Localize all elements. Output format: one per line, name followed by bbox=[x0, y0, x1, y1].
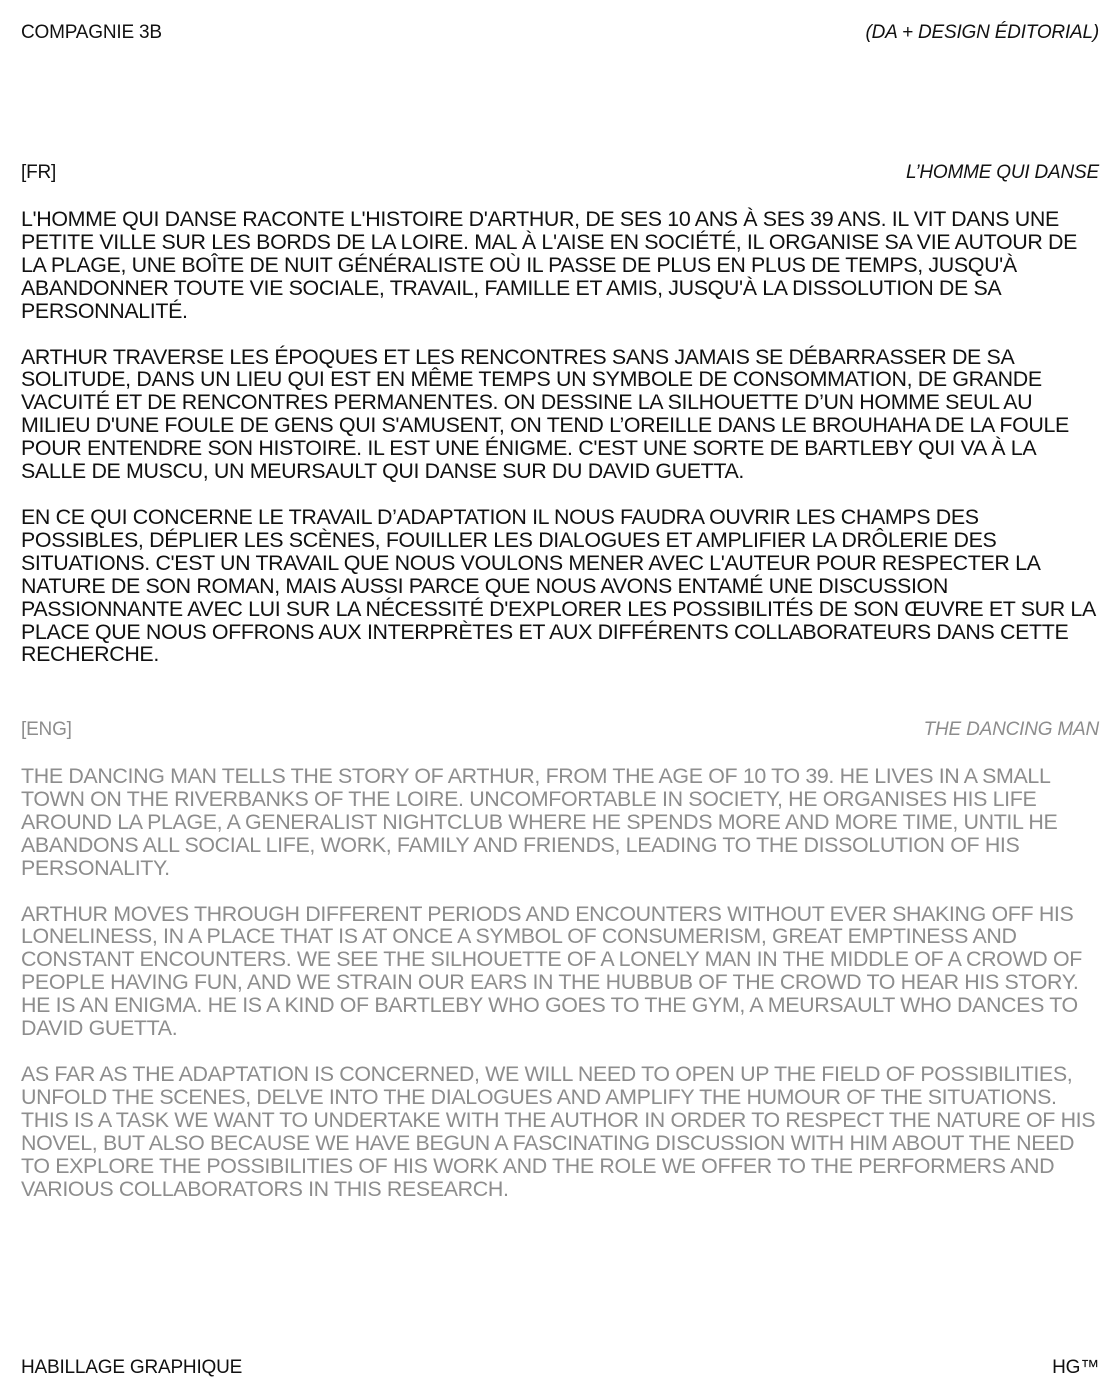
english-section bbox=[21, 719, 1099, 1200]
paragraph-fr-3: EN CE QUI CONCERNE LE TRAVAIL D’ADAPTATION IL NOUS FAUDRA OUVRIR LES CHAMPS DES POSSIBLES, DÉPLIER LES SCÈNES, FOUILLER LES DIALOGUES ET AMPLIFIER LA DRÔLERIE DES SITUATIONS. C'EST UN TRAVAIL QUE NOUS VOULONS MENER AVEC L'AUTEUR POUR RESPECTER LA NATURE DE SON ROMAN, MAIS AUSSI PARCE QUE NOUS AVONS ENTAMÉ UNE DISCUSSION PASSIONNANTE AVEC LUI SUR LA NÉCESSITÉ D'EXPLORER LES POSSIBILITÉS DE SON ŒUVRE ET SUR LA PLACE QUE NOUS OFFRONS AUX INTERPRÈTES ET AUX DIFFÉRENTS COLLABORATEURS DANS CETTE RECHERCHE. bbox=[21, 504, 1095, 667]
french-section-header bbox=[21, 162, 1099, 184]
paragraph-fr-2: ARTHUR TRAVERSE LES ÉPOQUES ET LES RENCONTRES SANS JAMAIS SE DÉBARRASSER DE SA SOLITUDE, DANS UN LIEU QUI EST EN MÊME TEMPS UN SYMBOLE DE CONSOMMATION, DE GRANDE VACUITÉ ET DE RENCONTRES PERMANENTES. ON DESSINE LA SILHOUETTE D’UN HOMME SEUL AU MILIEU D'UNE FOULE DE GENS QUI S'AMUSENT, ON TEND L’OREILLE DANS LE BROUHAHA DE LA FOULE POUR ENTENDRE SON HISTOIRE. IL EST UNE ÉNIGME. C'EST UNE SORTE DE BARTLEBY QUI VA À LA SALLE DE MUSCU, UN MEURSAULT QUI DANSE SUR DU DAVID GUETTA. bbox=[21, 344, 1069, 484]
language-tag-fr: [FR] bbox=[21, 162, 57, 183]
paragraph-eng-3: AS FAR AS THE ADAPTATION IS CONCERNED, WE WILL NEED TO OPEN UP THE FIELD OF POSSIBILITIES, UNFOLD THE SCENES, DELVE INTO THE DIALOGUES AND AMPLIFY THE HUMOUR OF THE SITUATIONS. THIS IS A TASK WE WANT TO UNDERTAKE WITH THE AUTHOR IN ORDER TO RESPECT THE NATURE OF HIS NOVEL, BUT ALSO BECAUSE WE HAVE BEGUN A FASCINATING DISCUSSION WITH HIM ABOUT THE NEED TO EXPLORE THE POSSIBILITIES OF HIS WORK AND THE ROLE WE OFFER TO THE PERFORMERS AND VARIOUS COLLABORATORS IN THIS RESEARCH. bbox=[21, 1061, 1096, 1201]
english-body bbox=[21, 765, 1099, 1200]
page-footer bbox=[21, 1357, 1099, 1379]
footer-mark: HG™ bbox=[1052, 1357, 1099, 1378]
language-tag-eng: [ENG] bbox=[21, 719, 72, 740]
page-header bbox=[21, 22, 1099, 44]
section-title-fr: L’HOMME QUI DANSE bbox=[906, 162, 1099, 183]
english-section-header bbox=[21, 719, 1099, 741]
company-name: COMPAGNIE 3B bbox=[21, 22, 162, 43]
paragraph-eng-2: ARTHUR MOVES THROUGH DIFFERENT PERIODS AND ENCOUNTERS WITHOUT EVER SHAKING OFF HIS LONELINESS, IN A PLACE THAT IS AT ONCE A SYMBOL OF CONSUMERISM, GREAT EMPTINESS AND CONSTANT ENCOUNTERS. WE SEE THE SILHOUETTE OF A LONELY MAN IN THE MIDDLE OF A CROWD OF PEOPLE HAVING FUN, AND WE STRAIN OUR EARS IN THE HUBBUB OF THE CROWD TO HEAR HIS STORY. HE IS AN ENIGMA. HE IS A KIND OF BARTLEBY WHO GOES TO THE GYM, A MEURSAULT WHO DANCES TO DAVID GUETTA. bbox=[21, 901, 1082, 1041]
french-body bbox=[21, 208, 1099, 666]
paragraph-eng-1: THE DANCING MAN TELLS THE STORY OF ARTHUR, FROM THE AGE OF 10 TO 39. HE LIVES IN A SMALL TOWN ON THE RIVERBANKS OF THE LOIRE. UNCOMFORTABLE IN SOCIETY, HE ORGANISES HIS LIFE AROUND LA PLAGE, A GENERALIST NIGHTCLUB WHERE HE SPENDS MORE AND MORE TIME, UNTIL HE ABANDONS ALL SOCIAL LIFE, WORK, FAMILY AND FRIENDS, LEADING TO THE DISSOLUTION OF HIS PERSONALITY. bbox=[21, 764, 1058, 880]
french-section bbox=[21, 162, 1099, 666]
project-category: (DA + DESIGN ÉDITORIAL) bbox=[865, 22, 1099, 43]
footer-label: HABILLAGE GRAPHIQUE bbox=[21, 1357, 243, 1378]
section-title-eng: THE DANCING MAN bbox=[923, 719, 1099, 740]
paragraph-fr-1: L'HOMME QUI DANSE RACONTE L'HISTOIRE D'ARTHUR, DE SES 10 ANS À SES 39 ANS. IL VIT DANS UNE PETITE VILLE SUR LES BORDS DE LA LOIRE. MAL À L'AISE EN SOCIÉTÉ, IL ORGANISE SA VIE AUTOUR DE LA PLAGE, UNE BOÎTE DE NUIT GÉNÉRALISTE OÙ IL PASSE DE PLUS EN PLUS DE TEMPS, JUSQU'À ABANDONNER TOUTE VIE SOCIALE, TRAVAIL, FAMILLE ET AMIS, JUSQU'À LA DISSOLUTION DE SA PERSONNALITÉ. bbox=[21, 207, 1078, 323]
